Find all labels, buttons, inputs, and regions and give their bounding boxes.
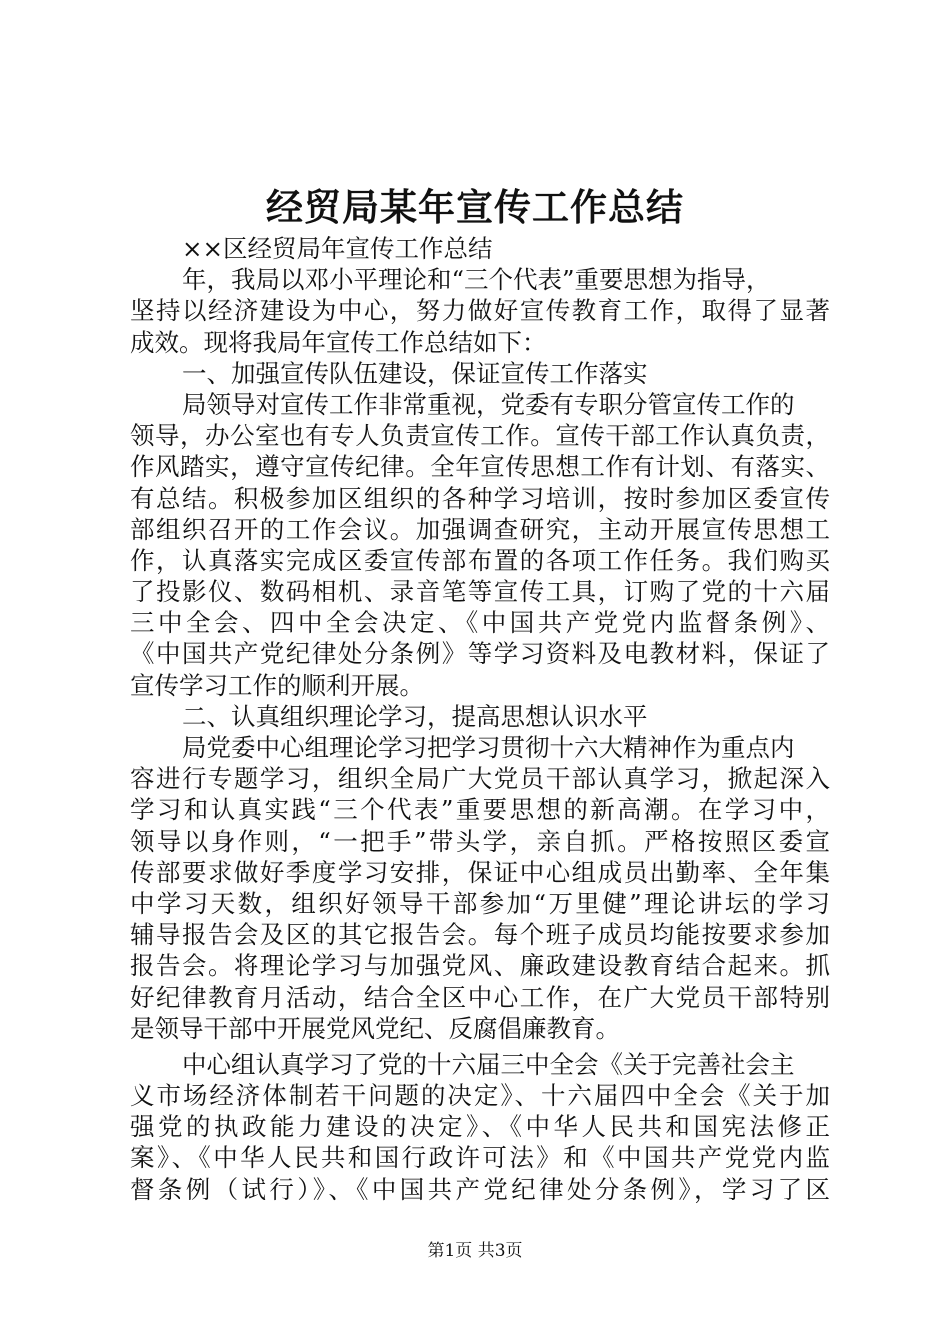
paragraph-line: 作，认真落实完成区委宣传部布置的各项工作任务。我们购买 [130,545,830,575]
paragraph-line: 案》、《中华人民共和国行政许可法》和《中国共产党党内监 [130,1143,830,1173]
paragraph-line: 义市场经济体制若干问题的决定》、十六届四中全会《关于加 [130,1081,830,1111]
paragraph-line: 成效。现将我局年宣传工作总结如下： [130,327,547,357]
paragraph-line: 三中全会、四中全会决定、《中国共产党党内监督条例》、 [130,608,830,638]
paragraph-line: 中学习天数，组织好领导干部参加“万里健”理论讲坛的学习 [130,888,830,918]
paragraph-line: 辅导报告会及区的其它报告会。每个班子成员均能按要求参加 [130,920,830,950]
paragraph-line: 好纪律教育月活动，结合全区中心工作，在广大党员干部特别 [130,982,830,1012]
paragraph-line: 领导以身作则，“一把手”带头学，亲自抓。严格按照区委宣 [130,826,830,856]
page-number: 第1页 共3页 [427,1241,523,1261]
paragraph-line: 督条例（试行）》、《中国共产党纪律处分条例》，学习了区 [130,1174,830,1204]
section-heading: 二、认真组织理论学习，提高思想认识水平 [182,701,648,731]
paragraph-line: 传部要求做好季度学习安排，保证中心组成员出勤率、全年集 [130,857,830,887]
paragraph-line: 局党委中心组理论学习把学习贯彻十六大精神作为重点内 [182,733,795,762]
paragraph-line: 了投影仪、数码相机、录音笔等宣传工具，订购了党的十六届 [130,577,830,607]
paragraph-line: 《中国共产党纪律处分条例》等学习资料及电教材料，保证了 [130,639,830,669]
paragraph-line: 报告会。将理论学习与加强党风、廉政建设教育结合起来。抓 [130,951,830,981]
document-body [130,233,830,1205]
paragraph-line: 中心组认真学习了党的十六届三中全会《关于完善社会主 [182,1049,795,1079]
paragraph-line: 年，我局以邓小平理论和“三个代表”重要思想为指导， [182,265,771,295]
paragraph-line: 强党的执政能力建设的决定》、《中华人民共和国宪法修正 [130,1112,830,1142]
paragraph-line: 是领导干部中开展党风党纪、反腐倡廉教育。 [130,1013,620,1043]
paragraph-line: 有总结。积极参加区组织的各种学习培训，按时参加区委宣传 [130,483,830,513]
paragraph-line: 学习和认真实践“三个代表”重要思想的新高潮。在学习中， [130,795,830,825]
paragraph-line: 领导，办公室也有专人负责宣传工作。宣传干部工作认真负责， [130,421,830,451]
paragraph-line: 宣传学习工作的顺利开展。 [130,670,424,700]
section-heading: 一、加强宣传队伍建设，保证宣传工作落实 [182,358,648,388]
paragraph-line: 作风踏实，遵守宣传纪律。全年宣传思想工作有计划、有落实、 [130,452,830,482]
document-title: 经贸局某年宣传工作总结 [266,185,684,229]
paragraph-line: 容进行专题学习，组织全局广大党员干部认真学习，掀起深入 [130,764,830,794]
subtitle-line: ××区经贸局年宣传工作总结 [182,234,493,263]
paragraph-line: 部组织召开的工作会议。加强调查研究，主动开展宣传思想工 [130,514,830,544]
paragraph-line: 局领导对宣传工作非常重视，党委有专职分管宣传工作的 [182,389,795,419]
paragraph-line: 坚持以经济建设为中心，努力做好宣传教育工作，取得了显著 [130,296,830,326]
